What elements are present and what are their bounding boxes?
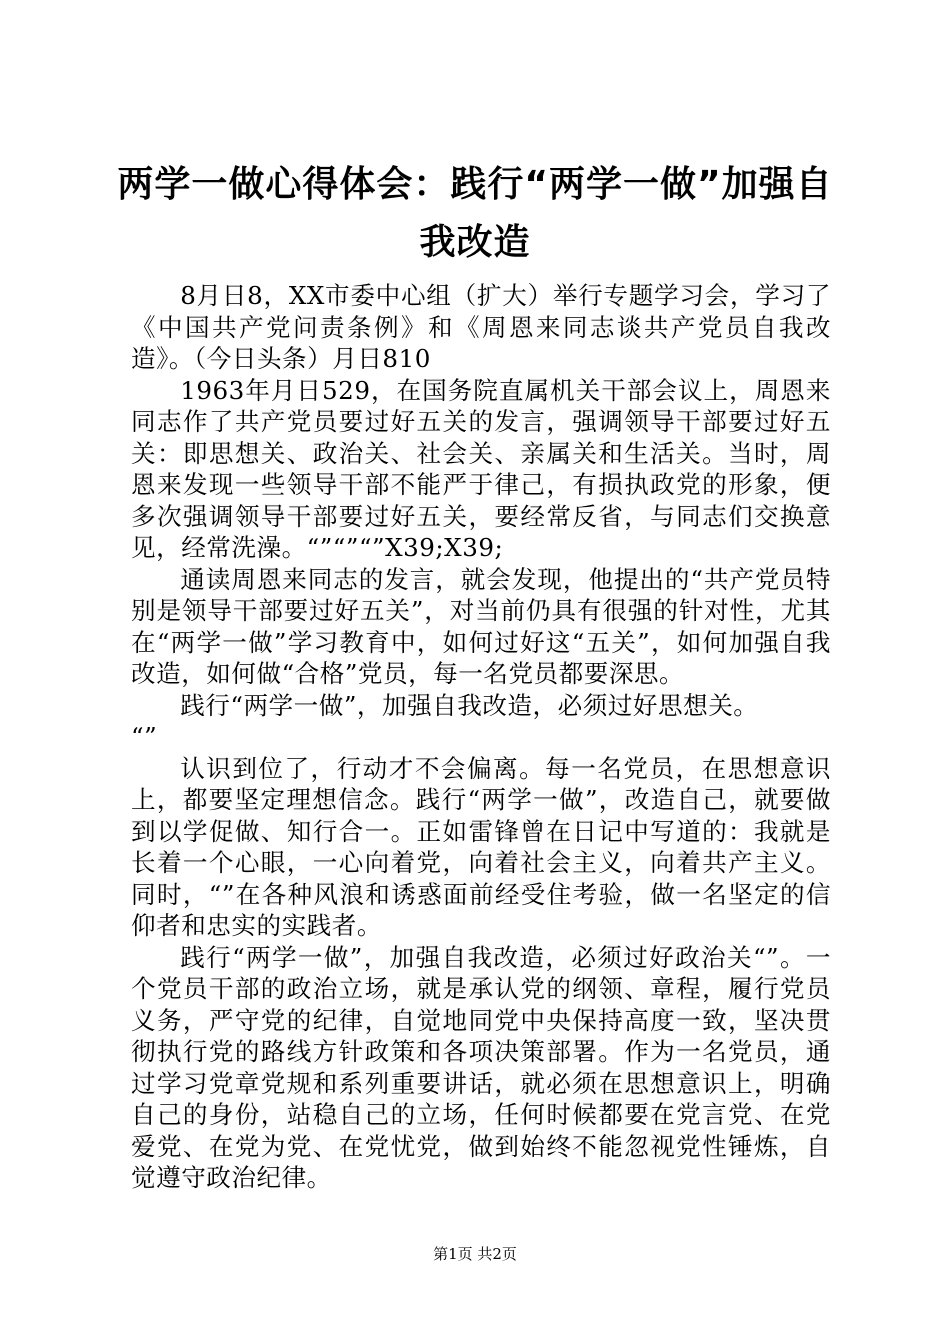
paragraph-5: “” [131, 722, 158, 751]
page-footer: 第1页 共2页 [433, 1245, 517, 1263]
paragraph-6: 认识到位了，行动才不会偏离。每一名党员，在思想意识上，都要坚定理想信念。践行“两学一做”，改造自己，就要做到以学促做、知行合一。正如雷锋曾在日记中写道的：我就是长着一个心眼，一心向着党，向着社会主义，向着共产主义。同时，“”在各种风浪和诱惑面前经受住考验，做一名坚定的信仰者和忠实的实践者。 [131, 753, 831, 940]
paragraph-3: 通读周恩来同志的发言，就会发现，他提出的“共产党员特别是领导干部要过好五关”，对当前仍具有很强的针对性，尤其在“两学一做”学习教育中，如何过好这“五关”，如何加强自我改造，如何做“合格”党员，每一名党员都要深思。 [131, 564, 831, 688]
paragraph-2: 1963年月日529，在国务院直属机关干部会议上，周恩来同志作了共产党员要过好五关的发言，强调领导干部要过好五关：即思想关、政治关、社会关、亲属关和生活关。当时，周恩来发现一些领导干部不能严于律己，有损执政党的形象，便多次强调领导干部要过好五关，要经常反省，与同志们交换意见，经常洗澡。“”“”“”X39;X39; [131, 375, 831, 562]
paragraph-1: 8月日8，XX市委中心组（扩大）举行专题学习会，学习了《中国共产党问责条例》和《周恩来同志谈共产党员自我改造》。（今日头条）月日810 [131, 281, 831, 373]
document-title: 两学一做心得体会：践行“两学一做”加强自我改造 [117, 164, 833, 263]
paragraph-4: 践行“两学一做”，加强自我改造，必须过好思想关。 [180, 690, 759, 720]
document-body [131, 280, 831, 1194]
paragraph-7: 践行“两学一做”，加强自我改造，必须过好政治关“”。一个党员干部的政治立场，就是承认党的纲领、章程，履行党员义务，严守党的纪律，自觉地同党中央保持高度一致，坚决贯彻执行党的路线方针政策和各项决策部署。作为一名党员，通过学习党章党规和系列重要讲话，就必须在思想意识上，明确自己的身份，站稳自己的立场，任何时候都要在党言党、在党爱党、在党为党、在党忧党，做到始终不能忽视党性锤炼，自觉遵守政治纪律。 [131, 942, 831, 1192]
